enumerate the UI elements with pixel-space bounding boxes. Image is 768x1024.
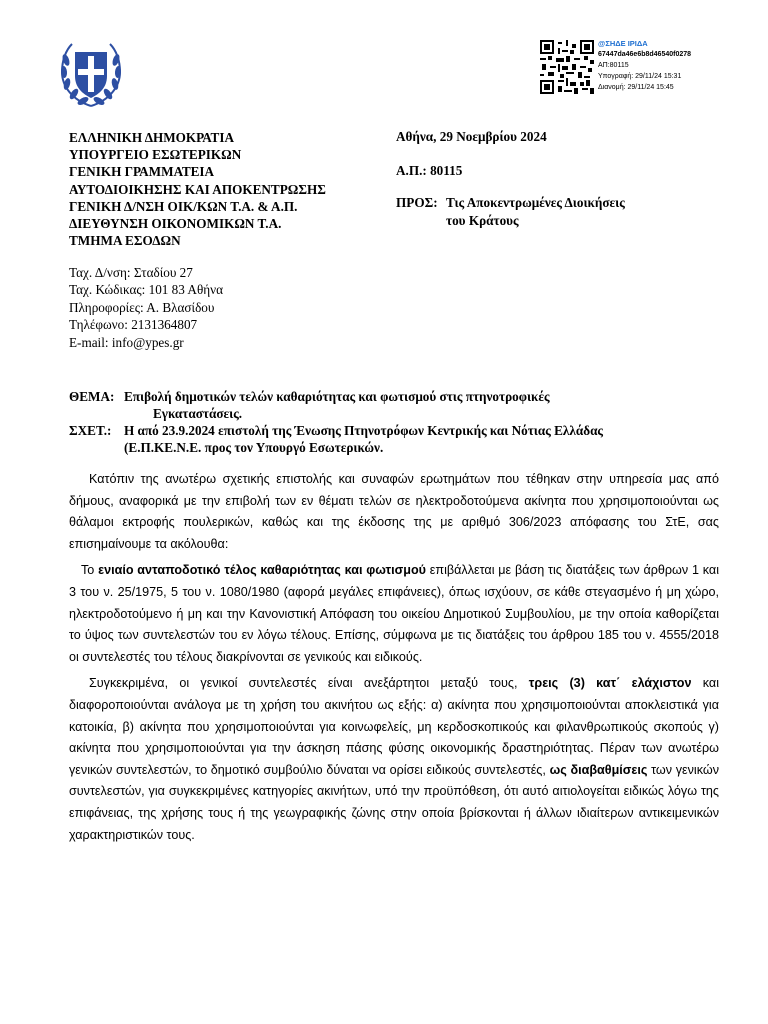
body-emphasis: τρεις (3) κατ΄ ελάχιστον	[528, 676, 692, 691]
greek-coat-of-arms-icon	[54, 36, 128, 110]
issuer-line: ΑΥΤΟΔΙΟΙΚΗΣΗΣ ΚΑΙ ΑΠΟΚΕΝΤΡΩΣΗΣ	[69, 181, 326, 197]
stamp-signed: Υπογραφή: 29/11/24 15:31	[598, 73, 682, 80]
contact-email: E-mail: info@ypes.gr	[69, 334, 184, 350]
body-text: Το	[81, 563, 99, 578]
recipient-line: Τις Αποκεντρωμένες Διοικήσεις	[446, 195, 625, 210]
reference-label: ΣΧΕΤ.:	[69, 423, 112, 438]
body-text: των γενικών συντελεστών, για συγκεκριμένες κατηγορίες ακινήτων, υπό την προϋπόθεση, ότι αυτό αιτιολογείται ειδικώς λόγω της επιφάνειας, της χρήσης τους ή της γεωγραφικής ζώνης στην οποία βρίσκονται ή άλλων ιδιαίτερων αντικειμενικών χαρακτηριστικών τους.	[69, 762, 720, 842]
signature-stamp	[598, 38, 691, 93]
stamp-protocol: ΑΠ:80115	[598, 62, 629, 69]
contact-address: Ταχ. Δ/νση: Σταδίου 27	[69, 265, 193, 280]
body-emphasis: ενιαίο ανταποδοτικό τέλος καθαριότητας και φωτισμού	[98, 563, 426, 578]
issuer-line: ΥΠΟΥΡΓΕΙΟ ΕΣΩΤΕΡΙΚΩΝ	[69, 147, 242, 163]
issuer-block	[69, 129, 326, 249]
recipient-label: ΠΡΟΣ:	[396, 195, 438, 210]
stamp-distributed: Διανομή: 29/11/24 15:45	[598, 84, 674, 91]
body-text: Συγκεκριμένα, οι γενικοί συντελεστές είναι ανεξάρτητοι μεταξύ τους,	[89, 676, 529, 691]
contact-postcode: Ταχ. Κώδικας: 101 83 Αθήνα	[69, 282, 224, 298]
contact-info-person: Πληροφορίες: Α. Βλασίδου	[69, 299, 215, 315]
issuer-line: ΓΕΝΙΚΗ ΓΡΑΜΜΑΤΕΙΑ	[69, 164, 215, 180]
body-emphasis: ως διαβαθμίσεις	[549, 762, 648, 777]
stamp-brand: @ΣΗΔΕ ΙΡΙΔΑ	[598, 39, 648, 48]
issuer-line: ΤΜΗΜΑ ΕΣΟΔΩΝ	[69, 233, 181, 249]
subject-text: Επιβολή δημοτικών τελών καθαριότητας και φωτισμού στις πτηνοτροφικές	[124, 389, 550, 404]
issuer-line: ΔΙΕΥΘΥΝΣΗ ΟΙΚΟΝΟΜΙΚΩΝ Τ.Α.	[69, 216, 282, 232]
protocol-number: Α.Π.: 80115	[396, 163, 463, 178]
contact-phone: Τηλέφωνο: 2131364807	[69, 317, 198, 333]
letter-body	[69, 469, 719, 851]
contact-block	[69, 264, 223, 351]
body-text: επιβάλλεται με βάση τις διατάξεις των άρθρων 1 και 3 του ν. 25/1975, 5 του ν. 1080/1980 (αφορά μεγάλες επιφάνειες), όπως ισχύουν, σε κάθε στεγασμένο ή μη χώρο, ηλεκτροδοτούμενο ή μη και την Κανονιστική Απόφαση του οικείου Δημοτικού Συμβουλίου, με την οποία καθορίζεται το ύψος των συντελεστών του εν λόγω τέλους. Επίσης, σύμφωνα με τις διατάξεις του άρθρου 185 του ν. 4555/2018 οι συντελεστές του τέλους διακρίνονται σε γενικούς και ειδικούς.	[69, 563, 719, 664]
subject-text: Εγκαταστάσεις.	[153, 406, 243, 421]
reference-text: (Ε.Π.ΚΕ.Ν.Ε. προς τον Υπουργό Εσωτερικών.	[124, 440, 384, 455]
body-paragraph: Κατόπιν της ανωτέρω σχετικής επιστολής και συναφών ερωτημάτων που τέθηκαν στην υπηρεσία μας από δήμους, αναφορικά με την επιβολή των εν θέματι τελών σε ηλεκτροδοτούμενα ακίνητα που χρησιμοποιούνται ως θάλαμοι εκτροφής πουλερικών, καθώς και της έκδοσης της με αριθμό 306/2023 απόφασης του ΣτΕ, σας επισημαίνουμε τα ακόλουθα:	[69, 472, 719, 551]
document-date: Αθήνα, 29 Νοεμβρίου 2024	[396, 129, 547, 144]
subject-label: ΘΕΜΑ:	[69, 389, 115, 404]
body-paragraph	[69, 673, 719, 846]
issuer-line: ΕΛΛΗΝΙΚΗ ΔΗΜΟΚΡΑΤΙΑ	[69, 130, 234, 145]
recipient-line: του Κράτους	[446, 213, 519, 228]
qr-code-icon	[540, 40, 594, 94]
body-text: και διαφοροποιούνται ανάλογα με τη χρήση του ακινήτου ως εξής: α) ακίνητα που χρησιμοποιούνται αποκλειστικά για κατοικία, β) ακίνητα που χρησιμοποιούνται για κοινωφελείς, μη κερδοσκοπικούς και φιλανθρωπικούς σκοπούς γ) ακίνητα που χρησιμοποιούνται για την άσκηση πάσης φύσης οικονομικής δραστηριότητας. Πέραν των ανωτέρω γενικών συντελεστών, το δημοτικό συμβούλιο δύναται να ορίσει ειδικούς συντελεστές,	[69, 676, 719, 777]
body-paragraph	[69, 560, 719, 668]
stamp-hash: 67447da46e6b8d46540f0278	[598, 51, 692, 58]
issuer-line: ΓΕΝΙΚΗ Δ/ΝΣΗ ΟΙΚ/ΚΩΝ Τ.Α. & Α.Π.	[69, 198, 298, 214]
reference-text: Η από 23.9.2024 επιστολή της Ένωσης Πτηνοτρόφων Κεντρικής και Νότιας Ελλάδας	[124, 423, 603, 438]
